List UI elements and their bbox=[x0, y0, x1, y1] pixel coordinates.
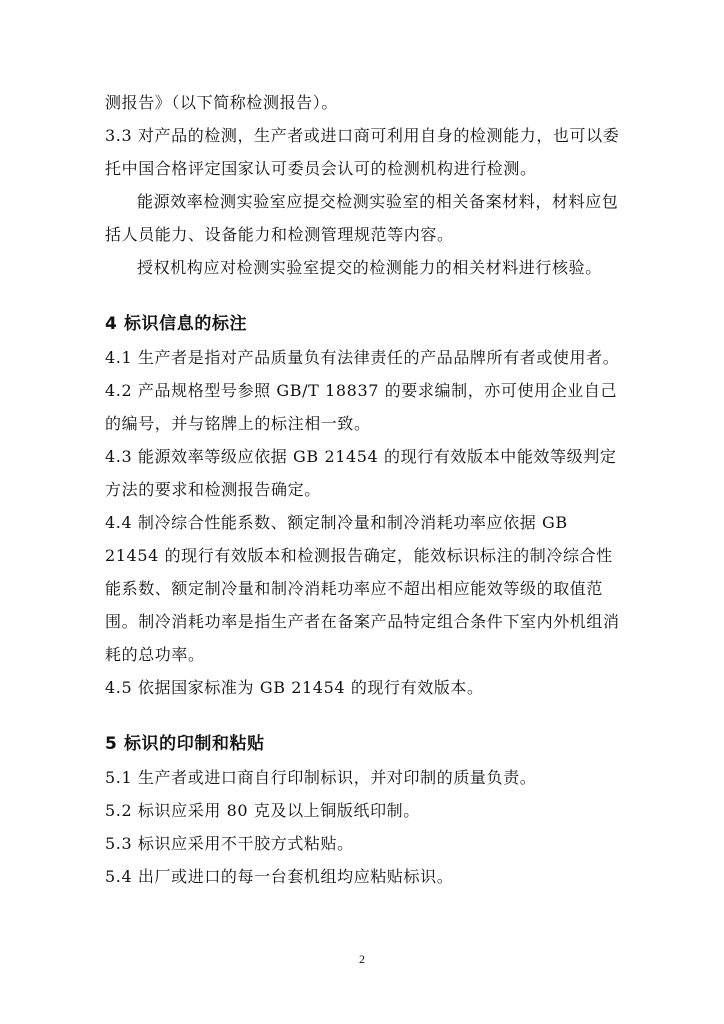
paragraph-report-continuation: 测报告》（以下简称检测报告）。 bbox=[105, 93, 339, 112]
paragraph-3-3: 3.3 对产品的检测，生产者或进口商可利用自身的检测能力，也可以委托中国合格评定国家认可委员会认可的检测机构进行检测。 bbox=[105, 126, 620, 178]
paragraph-4-1: 4.1 生产者是指对产品质量负有法律责任的产品品牌所有者或使用者。 bbox=[105, 348, 620, 367]
paragraph-4-2: 4.2 产品规格型号参照 GB/T 18837 的要求编制，亦可使用企业自己的编号，并与铭牌上的标注相一致。 bbox=[105, 381, 618, 433]
paragraph-4-3: 4.3 能源效率等级应依据 GB 21454 的现行有效版本中能效等级判定方法的要求和检测报告确定。 bbox=[105, 447, 617, 499]
paragraph-5-1: 5.1 生产者或进口商自行印制标识，并对印制的质量负责。 bbox=[105, 768, 537, 787]
section-gap bbox=[105, 284, 625, 308]
paragraph-authority-check: 授权机构应对检测实验室提交的检测能力的相关材料进行核验。 bbox=[137, 258, 602, 277]
paragraph-4-4: 4.4 制冷综合性能系数、额定制冷量和制冷消耗功率应依据 GB 21454 的现行有效版本和检测报告确定，能效标识标注的制冷综合性能系数、额定制冷量和制冷消耗功率应不超出相应能效等级的取值范围。制冷消耗功率是指生产者在备案产品特定组合条件下室内外机组消耗的总功率。 bbox=[105, 513, 620, 664]
paragraph-4-5: 4.5 依据国家标准为 GB 21454 的现行有效版本。 bbox=[105, 678, 484, 697]
paragraph-5-4: 5.4 出厂或进口的每一台套机组均应粘贴标识。 bbox=[105, 867, 454, 886]
section-heading-4: 4 标识信息的标注 bbox=[105, 314, 248, 334]
paragraph-lab-filing: 能源效率检测实验室应提交检测实验室的相关备案材料，材料应包括人员能力、设备能力和检测管理规范等内容。 bbox=[105, 192, 619, 244]
page-number: 2 bbox=[359, 952, 365, 966]
paragraph-5-3: 5.3 标识应采用不干胶方式粘贴。 bbox=[105, 834, 354, 853]
section-heading-5: 5 标识的印制和粘贴 bbox=[105, 734, 265, 754]
body-text bbox=[105, 86, 625, 893]
paragraph-5-2: 5.2 标识应采用 80 克及以上铜版纸印制。 bbox=[105, 801, 420, 820]
section-gap bbox=[105, 704, 625, 728]
